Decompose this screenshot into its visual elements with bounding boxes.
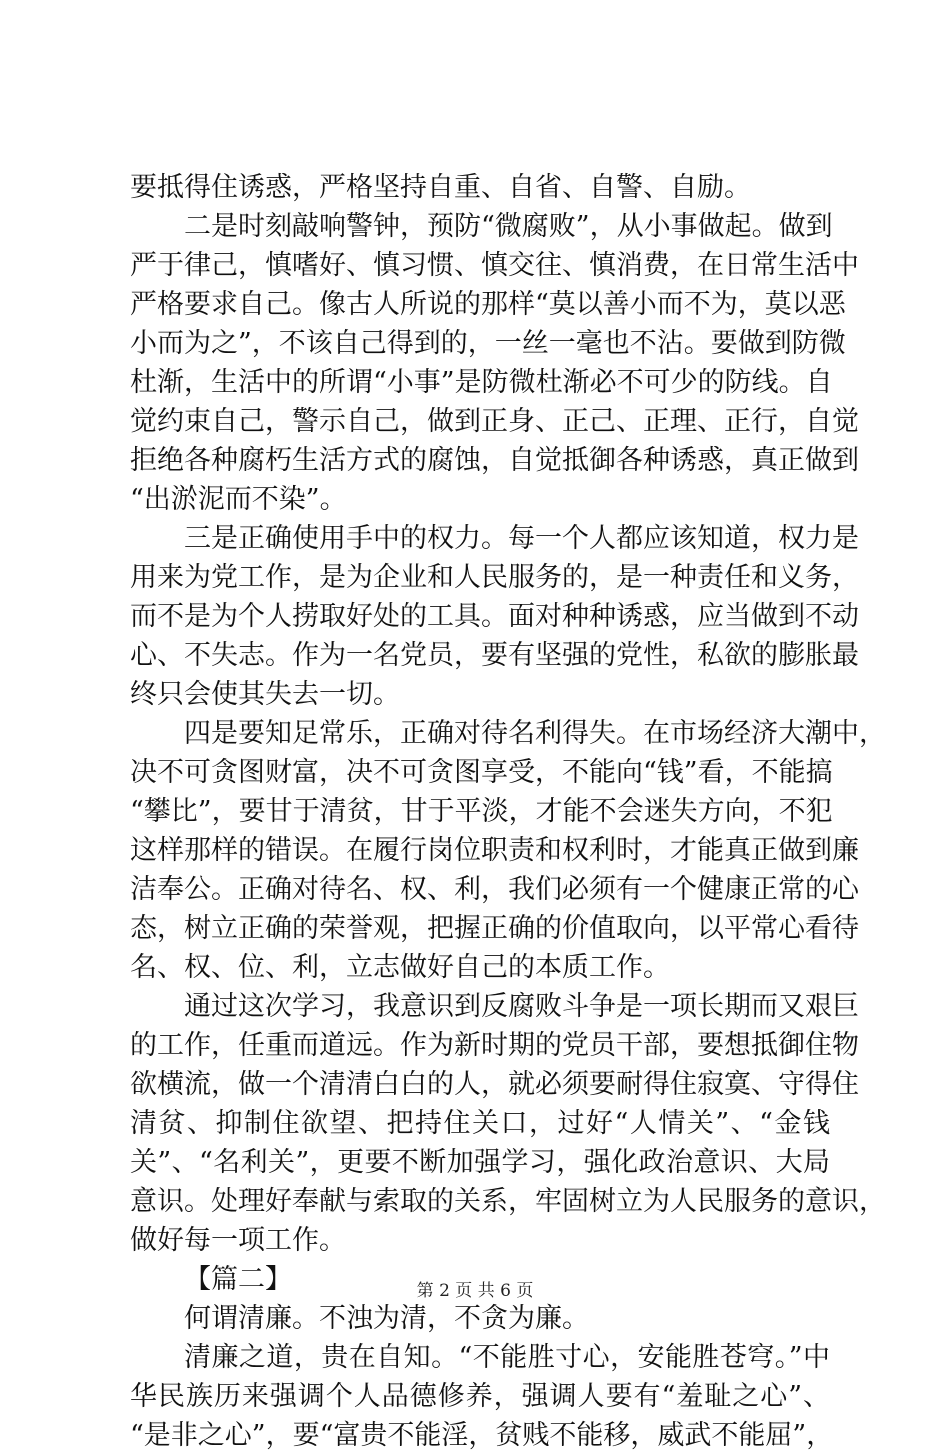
text-line: 关”、“名利关”，更要不断加强学习，强化政治意识、大局: [130, 1147, 830, 1178]
page-footer: 第 2 页 共 6 页: [416, 1281, 534, 1301]
text-line: “攀比”，要甘于清贫，甘于平淡，才能不会迷失方向，不犯: [130, 796, 833, 827]
text-line: 的工作，任重而道远。作为新时期的党员干部，要想抵御住物: [130, 1030, 859, 1061]
text-line: 做好每一项工作。: [130, 1225, 346, 1256]
text-line: 意识。处理好奉献与索取的关系，牢固树立为人民服务的意识，: [130, 1186, 886, 1217]
text-line: 四是要知足常乐，正确对待名利得失。在市场经济大潮中，: [184, 718, 886, 749]
text-line: 严于律己，慎嗜好、慎习惯、慎交往、慎消费，在日常生活中: [130, 250, 859, 281]
text-line: 清贫、抑制住欲望、把持住关口，过好“人情关”、“金钱: [130, 1108, 830, 1139]
document-body: [130, 168, 886, 1455]
text-line: 欲横流，做一个清清白白的人，就必须要耐得住寂寞、守得住: [130, 1069, 859, 1100]
text-line: 洁奉公。正确对待名、权、利，我们必须有一个健康正常的心: [130, 874, 859, 905]
text-line: “出淤泥而不染”。: [130, 484, 347, 515]
text-line: 觉约束自己，警示自己，做到正身、正己、正理、正行，自觉: [130, 406, 859, 437]
text-line: 用来为党工作，是为企业和人民服务的，是一种责任和义务，: [130, 562, 859, 593]
text-line: 杜渐，生活中的所谓“小事”是防微杜渐必不可少的防线。自: [130, 367, 833, 398]
text-line: 这样那样的错误。在履行岗位职责和权利时，才能真正做到廉: [130, 835, 859, 866]
text-line: 终只会使其失去一切。: [130, 679, 400, 710]
text-line: 严格要求自己。像古人所说的那样“莫以善小而不为，莫以恶: [130, 289, 846, 320]
text-line: “是非之心”，要“富贵不能淫，贫贱不能移，威武不能屈”，: [130, 1420, 834, 1451]
text-line: 三是正确使用手中的权力。每一个人都应该知道，权力是: [184, 523, 859, 554]
text-line: 华民族历来强调个人品德修养，强调人要有“羞耻之心”、: [130, 1381, 830, 1412]
text-line: 【篇二】: [184, 1264, 292, 1295]
text-line: 小而为之”，不该自己得到的，一丝一毫也不沾。要做到防微: [130, 328, 846, 359]
text-line: 心、不失志。作为一名党员，要有坚强的党性，私欲的膨胀最: [130, 640, 859, 671]
text-line: 态，树立正确的荣誉观，把握正确的价值取向，以平常心看待: [130, 913, 859, 944]
text-line: 清廉之道，贵在自知。“不能胜寸心，安能胜苍穹。”中: [184, 1342, 830, 1373]
text-line: 名、权、位、利，立志做好自己的本质工作。: [130, 952, 670, 983]
text-line: 拒绝各种腐朽生活方式的腐蚀，自觉抵御各种诱惑，真正做到: [130, 445, 859, 476]
text-line: 何谓清廉。不浊为清，不贪为廉。: [184, 1303, 589, 1334]
text-line: 二是时刻敲响警钟，预防“微腐败”，从小事做起。做到: [184, 211, 833, 242]
text-line: 而不是为个人捞取好处的工具。面对种种诱惑，应当做到不动: [130, 601, 859, 632]
text-line: 决不可贪图财富，决不可贪图享受，不能向“钱”看，不能搞: [130, 757, 833, 788]
text-line: 要抵得住诱惑，严格坚持自重、自省、自警、自励。: [130, 172, 751, 203]
text-line: 通过这次学习，我意识到反腐败斗争是一项长期而又艰巨: [184, 991, 859, 1022]
